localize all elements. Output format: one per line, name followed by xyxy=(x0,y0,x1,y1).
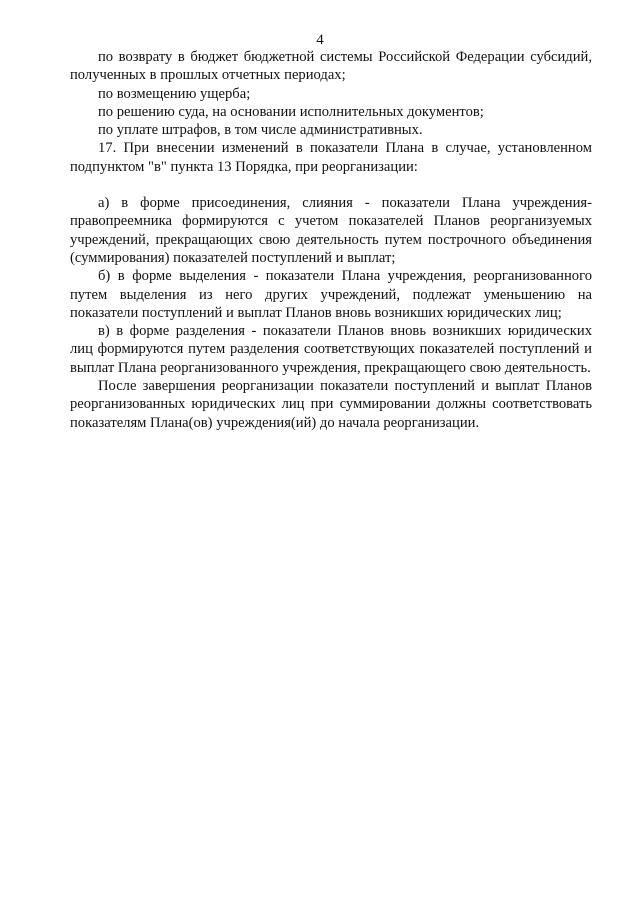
paragraph-gap xyxy=(70,176,592,194)
paragraph-separation: б) в форме выделения - показатели Плана учреждения, реорганизованного путем выделения из него других учреждений, подлежат уменьшению на показатели поступлений и выплат Планов вновь возникших юридических лиц; xyxy=(70,268,592,321)
paragraph-court-decision: по решению суда, на основании исполнительных документов; xyxy=(98,103,484,120)
page-number: 4 xyxy=(316,32,324,48)
document-body xyxy=(70,48,592,432)
paragraph-division: в) в форме разделения - показатели Планов вновь возникших юридических лиц формируются путем разделения соответствующих показателей поступлений и выплат Плана реорганизованного учреждения, прекращающего свою деятельность. xyxy=(70,323,592,376)
paragraph-return-subsidies: по возврату в бюджет бюджетной системы Российской Федерации субсидий, полученных в прошлых отчетных периодах; xyxy=(70,49,592,84)
paragraph-after-reorganization: После завершения реорганизации показатели поступлений и выплат Планов реорганизованных юридических лиц при суммировании должны соответствовать показателям Плана(ов) учреждения(ий) до начала реорганизации. xyxy=(70,378,592,431)
paragraph-accession-merger: а) в форме присоединения, слияния - показатели Плана учреждения-правопреемника формируются с учетом показателей Планов реорганизуемых учреждений, прекращающих свою деятельность путем построчного объединения (суммирования) показателей поступлений и выплат; xyxy=(70,195,592,266)
paragraph-item-17: 17. При внесении изменений в показатели Плана в случае, установленном подпунктом "в" пункта 13 Порядка, при реорганизации: xyxy=(70,140,592,175)
paragraph-damage-compensation: по возмещению ущерба; xyxy=(98,85,251,102)
paragraph-fines: по уплате штрафов, в том числе административных. xyxy=(98,122,423,139)
